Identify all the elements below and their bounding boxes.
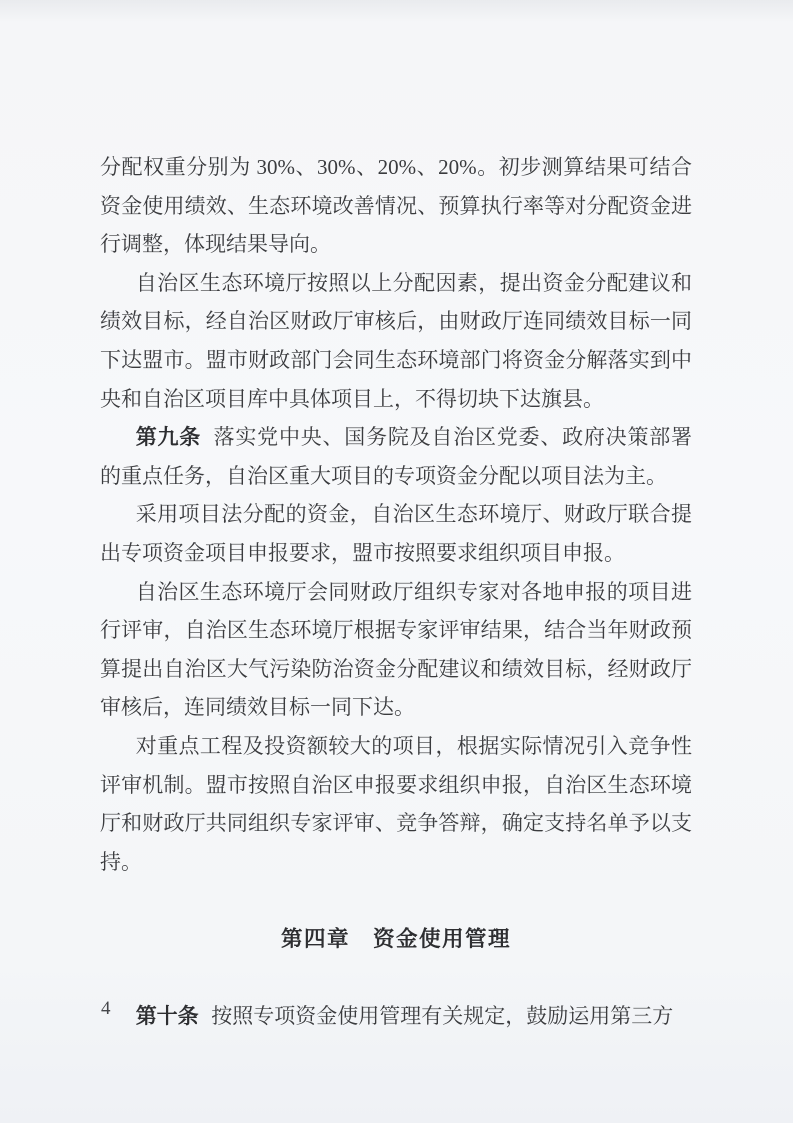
paragraph-article-9 (100, 418, 692, 495)
article-10-text: 按照专项资金使用管理有关规定，鼓励运用第三方 (211, 1004, 674, 1029)
paragraph-project-method: 采用项目法分配的资金，自治区生态环境厅、财政厅联合提出专项资金项目申报要求，盟市按照要求组织项目申报。 (100, 502, 692, 565)
chapter-heading: 第四章 资金使用管理 (280, 926, 511, 951)
paragraph-expert-review: 自治区生态环境厅会同财政厅组织专家对各地申报的项目进行评审，自治区生态环境厅根据专家评审结果，结合当年财政预算提出自治区大气污染防治资金分配建议和绩效目标，经财政厅审核后，连同绩效目标一同下达。 (100, 579, 692, 720)
paragraph-competitive-review: 对重点工程及投资额较大的项目，根据实际情况引入竞争性评审机制。盟市按照自治区申报要求组织申报，自治区生态环境厅和财政厅共同组织专家评审、竞争答辩，确定支持名单予以支持。 (100, 733, 692, 874)
page-number: 4 (101, 998, 111, 1019)
paragraph-allocation-procedure: 自治区生态环境厅按照以上分配因素，提出资金分配建议和绩效目标，经自治区财政厅审核后，由财政厅连同绩效目标一同下达盟市。盟市财政部门会同生态环境部门将资金分解落实到中央和自治区项目库中具体项目上，不得切块下达旗县。 (100, 270, 692, 411)
article-10-label: 第十条 (135, 1004, 199, 1029)
article-9-text: 落实党中央、国务院及自治区党委、政府决策部署的重点任务，自治区重大项目的专项资金分配以项目法为主。 (100, 425, 693, 488)
paragraph-allocation-weights: 分配权重分别为 30%、30%、20%、20%。初步测算结果可结合资金使用绩效、生态环境改善情况、预算执行率等对分配资金进行调整，体现结果导向。 (100, 155, 692, 257)
article-9-label: 第九条 (135, 425, 202, 450)
document-body (100, 148, 692, 1036)
paragraph-article-10 (100, 997, 692, 1036)
